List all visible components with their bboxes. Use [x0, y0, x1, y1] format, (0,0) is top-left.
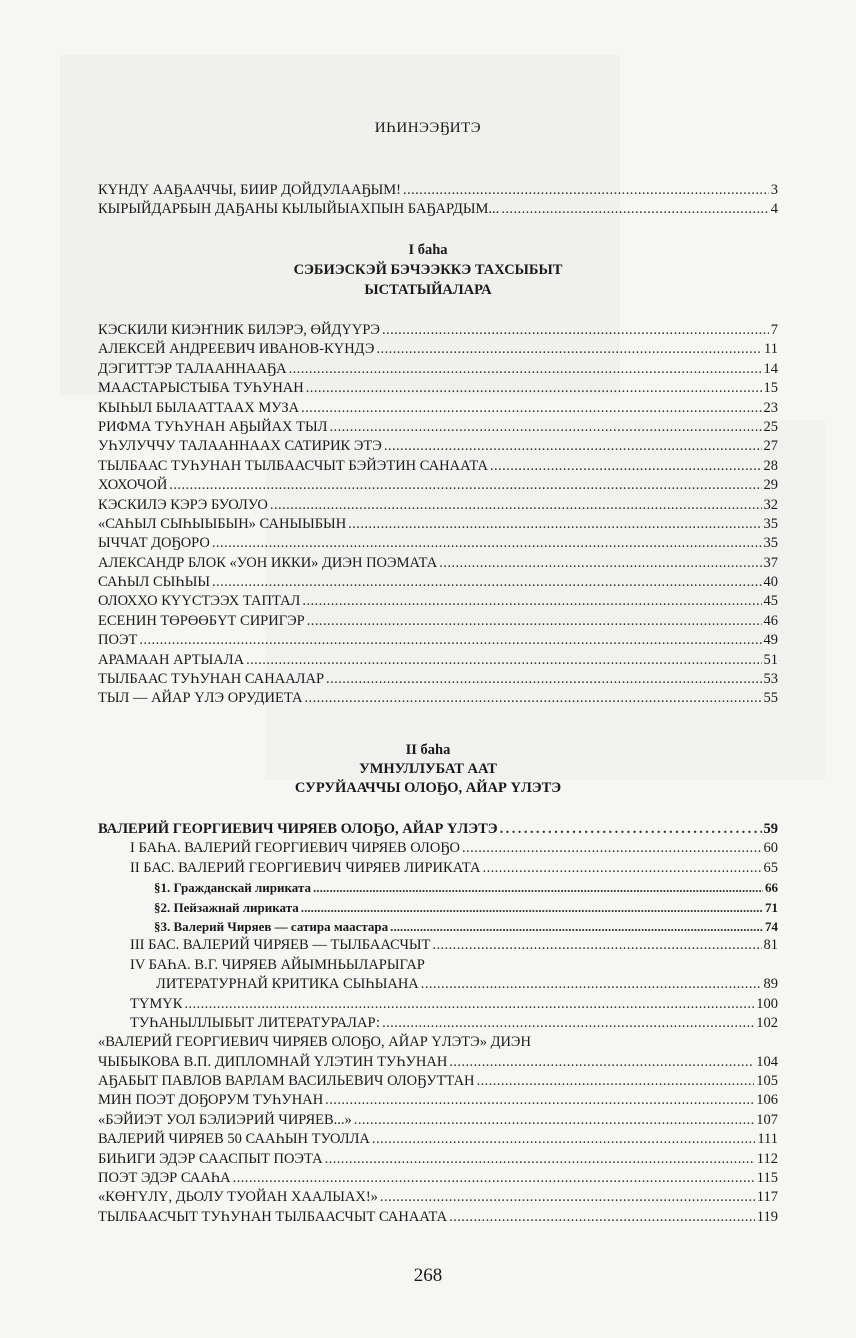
- toc-entry: КҮНДҮ ААҔААЧЧЫ, БИИР ДОЙДУЛААҔЫМ! . . . 3: [98, 181, 778, 200]
- section-2-label: II баһа: [405, 742, 451, 758]
- toc-entry: [98, 1014, 778, 1033]
- toc-entry-title: §1. Гражданскай лириката: [154, 880, 311, 896]
- toc-entry-page: 106: [756, 1092, 778, 1109]
- toc-entry-title: МААСТАРЫСТЫБА ТУҺУНАН: [98, 380, 304, 397]
- toc-entry-title: САҺЫЛ СЫҺЫЫ: [98, 574, 210, 591]
- toc-entry-title: РИФМА ТУҺУНАН АҔЫЙАХ ТЫЛ: [98, 418, 328, 435]
- toc-entry-page: 66: [765, 880, 778, 896]
- toc-entry-page: 23: [763, 399, 778, 416]
- toc-entry-title: КЭСКИЛИ КИЭҤНИК БИЛЭРЭ, ӨЙДҮҮРЭ: [98, 322, 380, 338]
- toc-entry-title: АҔАБЫТ ПАВЛОВ ВАРЛАМ ВАСИЛЬЕВИЧ ОЛОҔУТТАН: [98, 1073, 475, 1090]
- toc-entry-title: АЛЕКСАНДР БЛОК «УОН ИККИ» ДИЭН ПОЭМАТА: [98, 554, 438, 571]
- toc-entry-title: III БАС. ВАЛЕРИЙ ЧИРЯЕВ — ТЫЛБААСЧЫТ: [130, 937, 431, 954]
- toc-entry-page: 45: [763, 593, 778, 610]
- toc-entry-page: 65: [763, 859, 778, 876]
- toc-entry-page: 11: [764, 341, 778, 358]
- toc-entry-title: ПОЭТ ЭДЭР СААҺА: [98, 1170, 231, 1187]
- toc-entry: [98, 1033, 778, 1052]
- toc-entry-page: 105: [756, 1073, 778, 1090]
- toc-entry-page: 15: [763, 380, 778, 397]
- toc-entry: [98, 321, 778, 340]
- toc-entry-title: «КӨҤҮЛҮ, ДЬОЛУ ТУОЙАН ХААЛЫАХ!»: [98, 1189, 378, 1206]
- toc-intro: [98, 181, 778, 220]
- toc-entry-page: 53: [763, 671, 778, 688]
- dot-leader: [301, 898, 763, 917]
- dot-leader: [390, 917, 763, 936]
- section-1-label: I баһа: [408, 242, 448, 258]
- dot-leader: [477, 1072, 755, 1091]
- section-2-heading: УМНУЛЛУБАТ ААТ: [359, 761, 497, 777]
- toc-entry-title: «БЭЙИЭТ УОЛ БЭЛИЭРИЙ ЧИРЯЕВ...»: [98, 1111, 352, 1128]
- toc-entry: [98, 1188, 778, 1207]
- dot-leader: [449, 1208, 755, 1227]
- toc-entry-page: 55: [763, 690, 778, 707]
- toc-entry: [98, 670, 778, 689]
- dot-leader: [382, 321, 769, 340]
- toc-entry: [98, 1208, 778, 1227]
- toc-entry-title: IV БАҺА. В.Г. ЧИРЯЕВ АЙЫМНЬЫЛАРЫГАР: [130, 956, 425, 973]
- dot-leader: [376, 340, 762, 359]
- toc-entry-page: 107: [756, 1111, 778, 1128]
- toc-entry: [98, 399, 778, 418]
- toc-entry: [98, 1072, 778, 1091]
- toc-entry: [98, 1091, 778, 1110]
- toc-entry-page: 40: [763, 574, 778, 591]
- toc-entry: [98, 1130, 778, 1149]
- dot-leader: [233, 1169, 755, 1188]
- toc-entry: [98, 995, 778, 1014]
- toc-entry: [98, 360, 778, 379]
- toc-entry-title: ТЫЛБААС ТУҺУНАН ТЫЛБААСЧЫТ БЭЙЭТИН САНААТА: [98, 457, 488, 474]
- toc-entry-title: МИН ПОЭТ ДОҔОРУМ ТУҺУНАН: [98, 1092, 324, 1109]
- dot-leader: [384, 437, 762, 456]
- section-2-heading: СУРУЙААЧЧЫ ОЛОҔО, АЙАР ҮЛЭТЭ: [294, 780, 562, 796]
- toc-entry: [98, 554, 778, 573]
- toc-entry: [98, 631, 778, 650]
- toc-entry: [98, 476, 778, 495]
- toc-entry: [98, 878, 778, 897]
- toc-entry-page: 49: [763, 632, 778, 649]
- toc-entry-title: ДЭГИТТЭР ТАЛААННААҔА: [98, 360, 287, 377]
- toc-entry: [98, 534, 778, 553]
- toc-entry: [98, 651, 778, 670]
- toc-entry-page: 89: [763, 976, 778, 993]
- toc-entry-page: 46: [763, 612, 778, 629]
- toc-entry-title: ЛИТЕРАТУРНАЙ КРИТИКА СЫҺЫАНА: [156, 976, 419, 993]
- dot-leader: [307, 612, 762, 631]
- toc-entry-title: ЕСЕНИН ТӨРӨӨБҮТ СИРИГЭР: [98, 612, 305, 629]
- dot-leader: [212, 534, 762, 553]
- dot-leader: [184, 995, 754, 1014]
- toc-entry-title: ТЫЛ — АЙАР ҮЛЭ ОРУДИЕТА: [98, 690, 303, 707]
- dot-leader: [354, 1111, 754, 1130]
- section-1-heading: ЫСТАТЫЙАЛАРА: [364, 282, 492, 298]
- toc-entry-page: 25: [763, 418, 778, 435]
- toc-entry-title: ТУҺАНЫЛЛЫБЫТ ЛИТЕРАТУРАЛАР:: [130, 1014, 381, 1031]
- toc-entry-title: ХОХОЧОЙ: [98, 477, 168, 494]
- dot-leader: [382, 1014, 754, 1033]
- toc-entry: [98, 496, 778, 515]
- toc-entry-page: 14: [763, 360, 778, 377]
- toc-entry-page: 37: [763, 554, 778, 571]
- toc-entry-page: 117: [756, 1189, 778, 1206]
- toc-entry-title: ТҮМҮК: [130, 995, 183, 1012]
- toc-entry: [98, 457, 778, 476]
- toc-entry-main: ВАЛЕРИЙ ГЕОРГИЕВИЧ ЧИРЯЕВ ОЛОҔО, АЙАР ҮЛЭТЭ . . . 59: [98, 820, 778, 839]
- toc-entry-page: 115: [756, 1170, 778, 1187]
- toc-entry-title: I БАҺА. ВАЛЕРИЙ ГЕОРГИЕВИЧ ЧИРЯЕВ ОЛОҔО: [130, 840, 460, 857]
- toc-entry: [98, 936, 778, 955]
- toc-entry: [98, 917, 778, 936]
- toc-entry-page: 102: [756, 1014, 778, 1031]
- dot-leader: [169, 476, 761, 495]
- dot-leader: [305, 689, 762, 708]
- toc-entry-title: УҺУЛУЧЧУ ТАЛААННААХ САТИРИК ЭТЭ: [98, 438, 382, 455]
- toc-entry-title: ОЛОХХО КҮҮСТЭЭХ ТАПТАЛ: [98, 593, 301, 610]
- toc-entry-page: 35: [763, 535, 778, 552]
- toc-entry: [98, 515, 778, 534]
- toc-entry: [98, 839, 778, 858]
- dot-leader: [302, 592, 761, 611]
- toc-entry: [98, 898, 778, 917]
- dot-leader: [348, 515, 761, 534]
- toc-entry-title: ПОЭТ: [98, 632, 138, 649]
- toc-entry-page: 112: [756, 1150, 778, 1167]
- dot-leader: [449, 1053, 754, 1072]
- toc-entry-title: ВАЛЕРИЙ ЧИРЯЕВ 50 СААҺЫН ТУОЛЛА: [98, 1131, 370, 1148]
- toc-entry-page: 60: [763, 840, 778, 857]
- toc-entry: [98, 689, 778, 708]
- toc-entry: [98, 975, 778, 994]
- toc-entry-page: 81: [763, 937, 778, 954]
- dot-leader: [246, 651, 761, 670]
- toc-entry-page: 27: [763, 438, 778, 455]
- page-title: ИҺИНЭЭҔИТЭ: [374, 120, 482, 136]
- toc-entry-page: 28: [763, 457, 778, 474]
- toc-entry: [98, 379, 778, 398]
- toc-entry-title: «ВАЛЕРИЙ ГЕОРГИЕВИЧ ЧИРЯЕВ ОЛОҔО, АЙАР ҮЛЭТЭ» ДИЭН: [98, 1034, 531, 1051]
- toc-entry-page: 74: [765, 918, 778, 934]
- toc-entry-title: БИҺИГИ ЭДЭР СААСПЫТ ПОЭТА: [98, 1150, 323, 1167]
- dot-leader: [421, 975, 762, 994]
- dot-leader: [329, 418, 761, 437]
- dot-leader: [462, 839, 762, 858]
- toc-entry-title: АЛЕКСЕЙ АНДРЕЕВИЧ ИВАНОВ-КҮНДЭ: [98, 341, 375, 358]
- toc-section-1: [98, 321, 778, 709]
- toc-entry-title: ТЫЛБААСЧЫТ ТУҺУНАН ТЫЛБААСЧЫТ САНААТА: [98, 1208, 448, 1225]
- dot-leader: [301, 399, 761, 418]
- toc-entry-page: 29: [763, 477, 778, 494]
- toc-entry-page: 104: [756, 1053, 778, 1070]
- toc-entry: КЫРЫЙДАРБЫН ДАҔАНЫ КЫЛЫЙЫАХПЫН БАҔАРДЫМ... . . . 4: [98, 200, 778, 219]
- toc-entry-title: ЫЧЧАТ ДОҔОРО: [98, 535, 210, 552]
- toc-entry-page: 35: [763, 515, 778, 532]
- toc-entry: [98, 956, 778, 975]
- dot-leader: [325, 1150, 755, 1169]
- dot-leader: [313, 878, 763, 897]
- toc-entry-title: АРАМААН АРТЫАЛА: [98, 651, 245, 668]
- toc-entry-page: 7: [770, 322, 778, 338]
- dot-leader: [212, 573, 762, 592]
- toc-entry-title: ТЫЛБААС ТУҺУНАН САНААЛАР: [98, 671, 325, 688]
- toc-entry-title: §2. Пейзажнай лириката: [154, 899, 299, 915]
- toc-entry-title: КЭСКИЛЭ КЭРЭ БУОЛУО: [98, 496, 268, 513]
- toc-entry-page: 100: [756, 995, 778, 1012]
- dot-leader: [325, 1091, 754, 1110]
- dot-leader: [289, 360, 762, 379]
- toc-entry: [98, 573, 778, 592]
- toc-entry: [98, 1053, 778, 1072]
- dot-leader: [380, 1188, 755, 1207]
- toc-entry: [98, 859, 778, 878]
- dot-leader: [432, 936, 761, 955]
- dot-leader: [483, 859, 762, 878]
- toc-entry-page: 51: [763, 651, 778, 668]
- dot-leader: [439, 554, 761, 573]
- toc-section-2: [98, 820, 778, 1227]
- dot-leader: [270, 496, 762, 515]
- toc-entry: [98, 612, 778, 631]
- toc-entry: [98, 1111, 778, 1130]
- section-1-heading: СЭБИЭСКЭЙ БЭЧЭЭККЭ ТАХСЫБЫТ: [293, 262, 563, 278]
- toc-entry-title: ЧЫБЫКОВА В.П. ДИПЛОМНАЙ ҮЛЭТИН ТУҺУНАН: [98, 1053, 448, 1070]
- toc-entry: [98, 1169, 778, 1188]
- toc-entry-title: «САҺЫЛ СЫҺЫЫБЫН» САНЫЫБЫН: [98, 515, 347, 532]
- page-number: 268: [413, 1265, 443, 1286]
- toc-entry-title: КЫҺЫЛ БЫЛААТТААХ МУЗА: [98, 399, 300, 416]
- dot-leader: [372, 1130, 755, 1149]
- toc-entry: [98, 1150, 778, 1169]
- toc-entry: [98, 592, 778, 611]
- toc-entry-page: 71: [765, 899, 778, 915]
- dot-leader: [326, 670, 761, 689]
- toc-entry: [98, 340, 778, 359]
- toc-entry-title: II БАС. ВАЛЕРИЙ ГЕОРГИЕВИЧ ЧИРЯЕВ ЛИРИКАТА: [130, 859, 481, 876]
- dot-leader: [139, 631, 761, 650]
- toc-entry: [98, 418, 778, 437]
- dot-leader: [306, 379, 762, 398]
- toc-entry-title: §3. Валерий Чиряев — сатира маастара: [154, 918, 389, 934]
- dot-leader: [490, 457, 762, 476]
- toc-entry-page: 32: [763, 496, 778, 513]
- toc-entry-page: 111: [757, 1131, 778, 1148]
- toc-entry: [98, 437, 778, 456]
- toc-entry-page: 119: [756, 1208, 778, 1225]
